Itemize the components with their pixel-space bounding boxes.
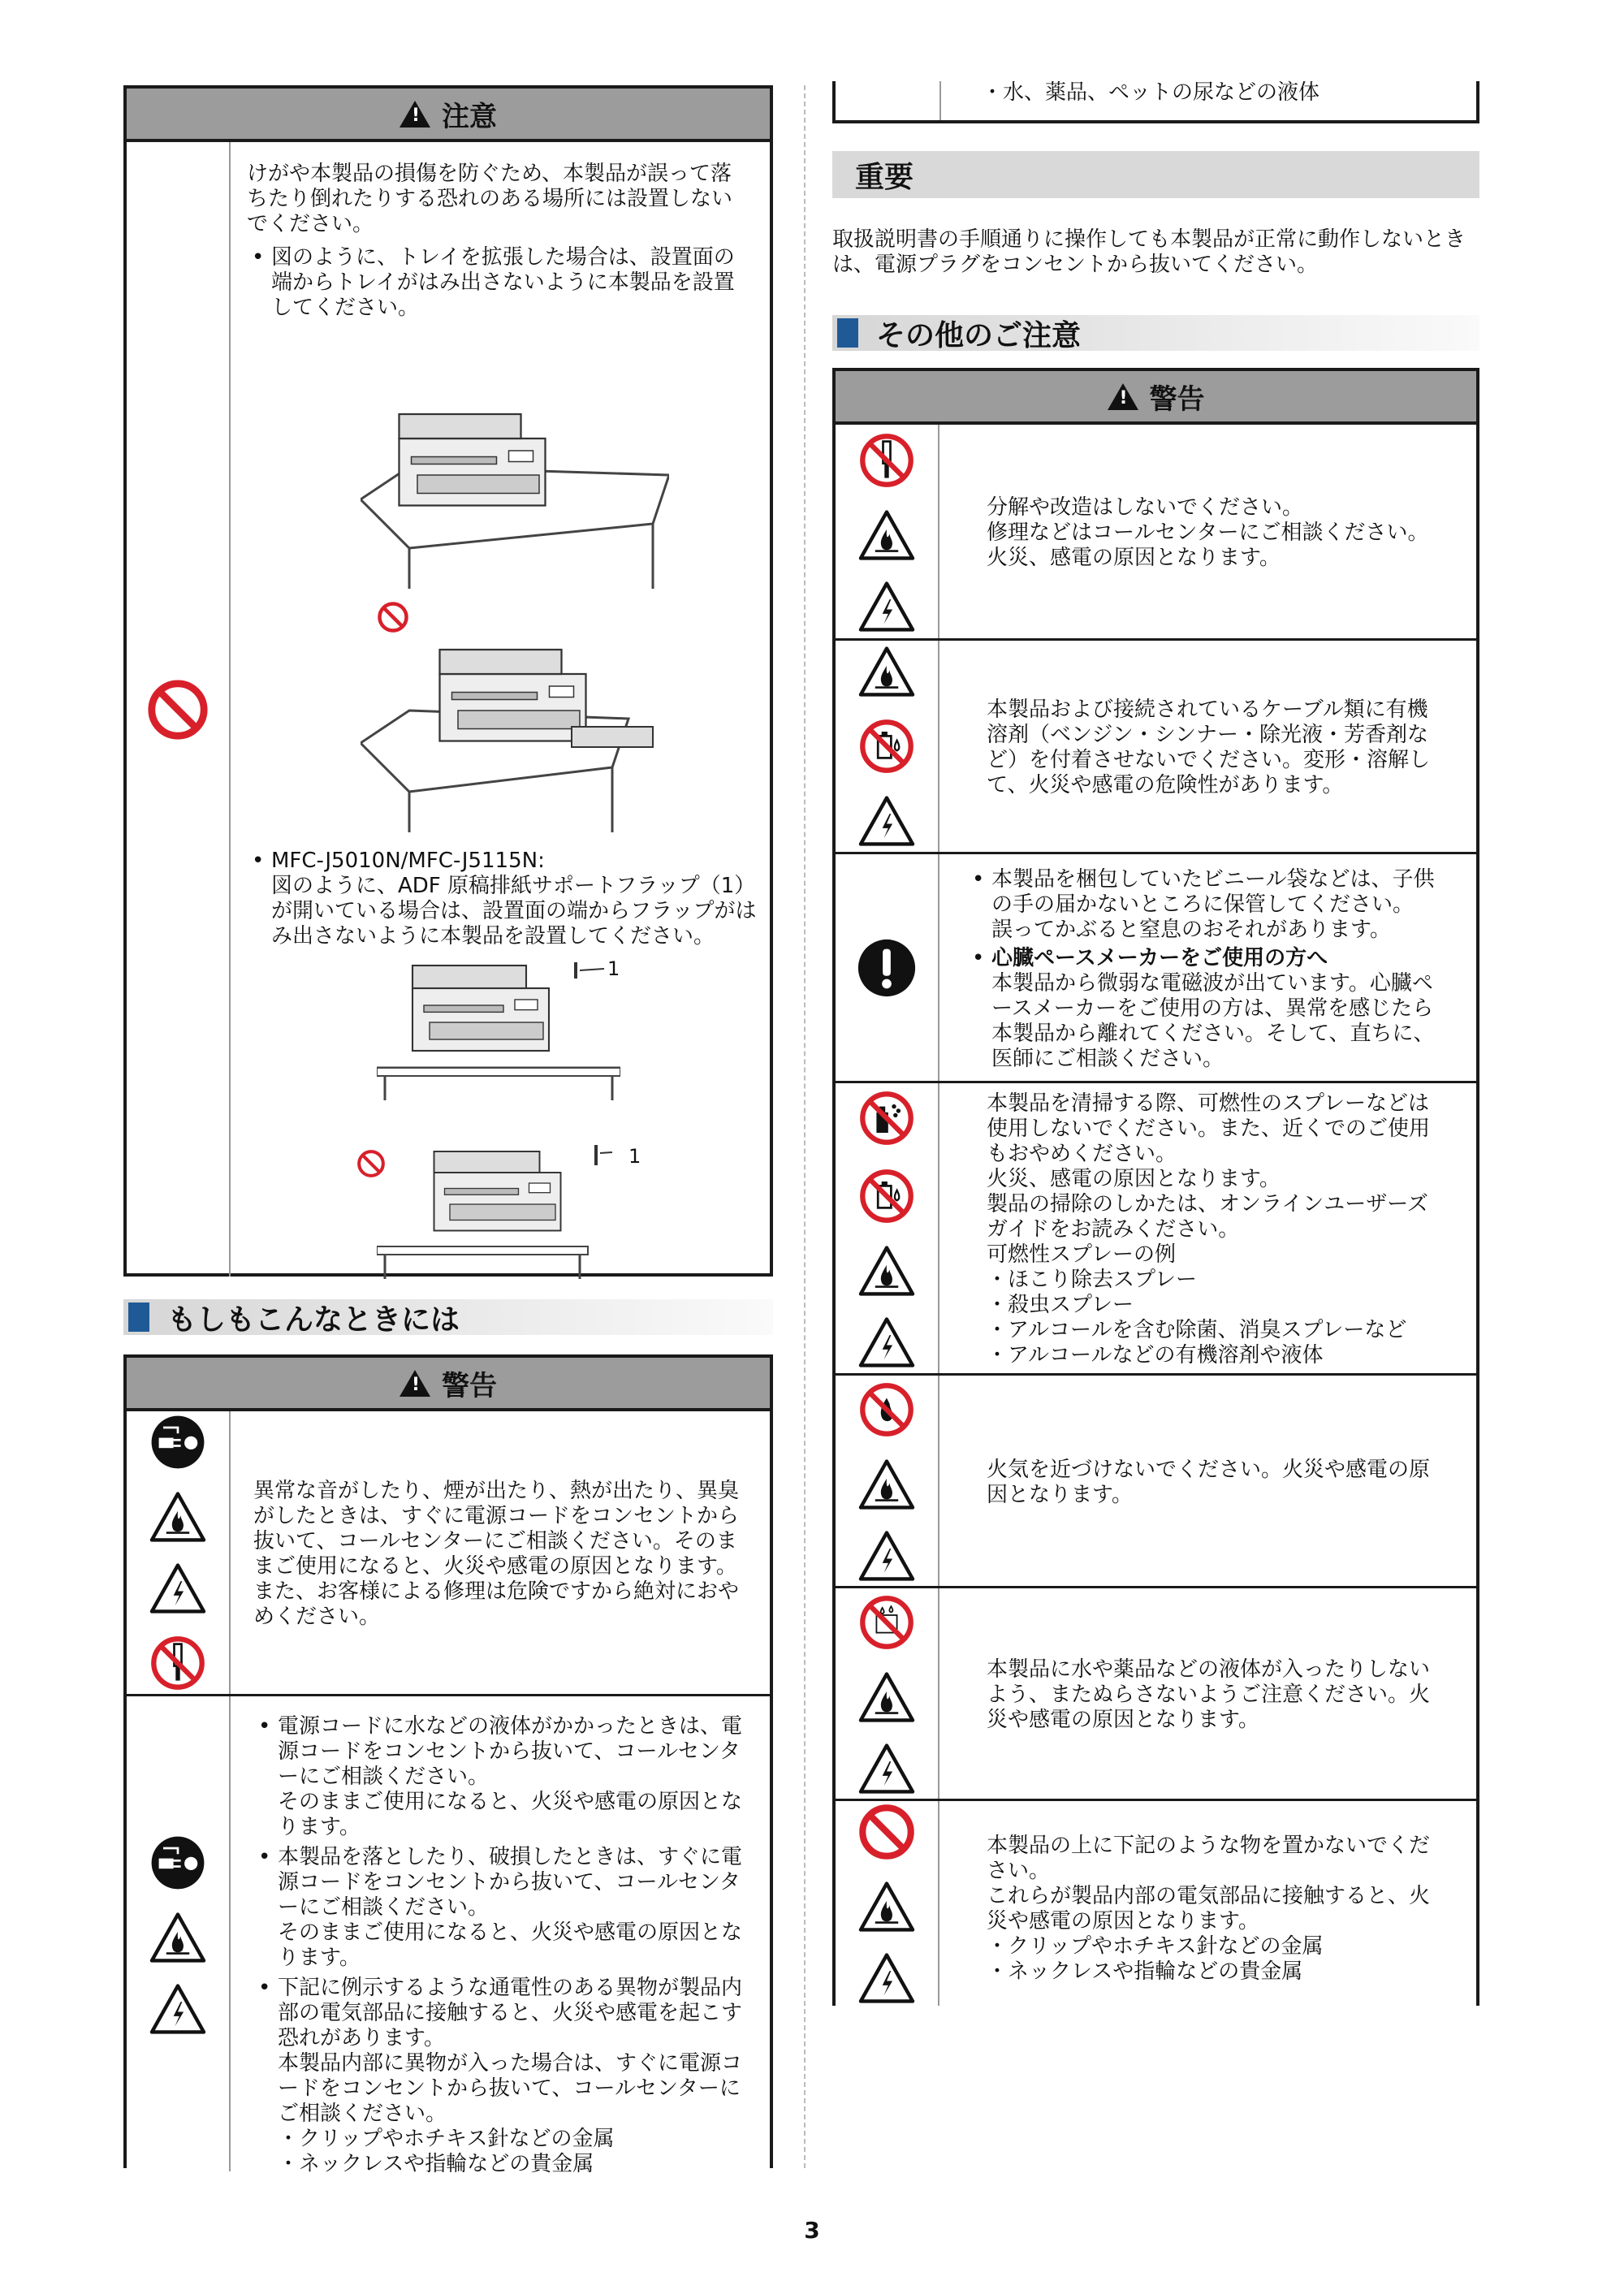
continued-text: ・水、薬品、ペットの尿などの液体 <box>982 80 1320 105</box>
list-item: ・ほこり除去スプレー <box>987 1268 1197 1292</box>
printer-adf-ok-illustration <box>377 954 620 1100</box>
icon-column <box>836 1376 939 1586</box>
list-item: ・ネックレスや指輪などの貴金属 <box>987 1959 1303 1984</box>
prohibition-icon <box>857 1803 916 1861</box>
unplug-icon <box>149 1834 207 1892</box>
list-item: ・ネックレスや指輪などの貴金属 <box>278 2152 594 2176</box>
warning-header-left <box>127 1358 770 1411</box>
no-solvent-icon <box>857 1167 916 1225</box>
warning-bullet: • 下記に例示するような通電性のある異物が製品内部の電気部品に接触すると、火災や感電を起こす恐れがあります。 本製品内部に異物が入った場合は、すぐに電源コードをコンセントから抜いて、コールセンターにご相談ください。 <box>253 1976 742 2127</box>
printer-ok-illustration <box>361 386 669 589</box>
important-heading <box>832 151 1479 198</box>
list-item: ・アルコールを含む除菌、消臭スプレーなど <box>987 1318 1407 1342</box>
page-number: 3 <box>804 2217 820 2244</box>
printer-adf-ng-illustration <box>377 1141 620 1279</box>
warning-row <box>127 1411 770 1694</box>
caution-bullet-adf <box>247 849 758 949</box>
warning-box-right <box>832 368 1479 2006</box>
warning-header-left-label: 警告 <box>442 1369 497 1402</box>
caution-icon-column <box>127 142 231 1277</box>
fire-hazard-icon <box>857 646 916 698</box>
list-item: ・殺虫スプレー <box>987 1293 1134 1317</box>
no-disassembly-icon <box>149 1634 207 1692</box>
no-disassembly-icon <box>857 431 916 490</box>
warning-header-right <box>836 371 1476 425</box>
no-wet-icon <box>857 1593 916 1652</box>
pacemaker-title: • 心臓ペースメーカーをご使用の方へ <box>991 945 1328 970</box>
warning-text: 本製品に水や薬品などの液体が入ったりしないよう、またぬらさないようご注意ください。火災や感電の原因となります。 <box>987 1657 1431 1732</box>
section-marker-icon <box>128 1303 149 1332</box>
list-item: ・アルコールなどの有機溶剤や液体 <box>987 1343 1324 1367</box>
callout-label-2: 1 <box>628 1145 641 1168</box>
caution-bullet-tray: • 図のように、トレイを拡張した場合は、設置面の端からトレイがはみ出さないように本製品を設置してください。 <box>247 245 745 321</box>
electric-shock-icon <box>857 1952 916 2004</box>
warning-text: 本製品および接続されているケーブル類に有機溶剤（ベンジン・シンナー・除光液・芳香剤など）を付着させないでください。変形・溶解して、火災や感電の危険性があります。 <box>987 698 1431 797</box>
section-title-other-label: その他のご注意 <box>876 318 1082 352</box>
warning-row <box>836 425 1476 638</box>
prohibition-icon <box>146 678 209 741</box>
warning-text-block <box>939 854 1476 1081</box>
warning-bullet: • 本製品を梱包していたビニール袋などは、子供の手の届かないところに保管してください。 誤ってかぶると窒息のおそれがあります。 <box>967 867 1449 943</box>
column-divider <box>804 85 806 2168</box>
icon-column <box>836 1588 939 1799</box>
fire-hazard-icon <box>149 1912 207 1964</box>
continued-box <box>832 81 1479 123</box>
warning-row <box>836 638 1476 852</box>
warning-text: 火気を近づけないでください。火災や感電の原因となります。 <box>987 1457 1431 1507</box>
electric-shock-icon <box>149 1562 207 1614</box>
warning-text: 異常な音がしたり、煙が出たり、熱が出たり、異臭がしたときは、すぐに電源コードをコンセントから抜いて、コールセンターにご相談ください。そのままご使用になると、火災や感電の原因となります。 また、お客様による修理は危険ですから絶対におやめください。 <box>253 1479 740 1629</box>
icon-column <box>836 425 939 638</box>
section-marker-icon <box>837 318 858 348</box>
electric-shock-icon <box>857 1316 916 1368</box>
warning-row <box>836 1081 1476 1373</box>
electric-shock-icon <box>857 1743 916 1795</box>
warning-header-right-label: 警告 <box>1149 382 1205 416</box>
warning-bullet: • 電源コードに水などの液体がかかったときは、電源コードをコンセントから抜いて、コールセンターにご相談ください。 そのままご使用になると、火災や感電の原因となります。 <box>253 1714 742 1840</box>
mandatory-action-icon <box>855 936 918 1000</box>
fire-hazard-icon <box>149 1491 207 1543</box>
warning-row <box>836 1799 1476 2006</box>
warning-triangle-icon <box>400 1370 430 1397</box>
unplug-icon <box>149 1413 207 1471</box>
warning-bullet <box>967 946 1449 1072</box>
adf-models: • MFC-J5010N/MFC-J5115N: <box>271 849 545 873</box>
warning-triangle-icon <box>400 101 430 127</box>
fire-hazard-icon <box>857 1458 916 1510</box>
warning-row <box>836 1586 1476 1799</box>
no-open-flame-icon <box>857 1380 916 1439</box>
electric-shock-icon <box>857 1530 916 1582</box>
callout-label-1: 1 <box>607 957 620 980</box>
adf-text: 図のように、ADF 原稿排紙サポートフラップ（1）が開いている場合は、設置面の端からフラップがはみ出さないように本製品を設置してください。 <box>271 874 757 948</box>
electric-shock-icon <box>857 795 916 847</box>
warning-text-block <box>939 1801 1476 2006</box>
electric-shock-icon <box>857 581 916 633</box>
warning-text-block <box>231 1696 770 2176</box>
section-title-other <box>832 315 1479 351</box>
warning-bullet: • 本製品を落としたり、破損したときは、すぐに電源コードをコンセントから抜いて、コールセンターにご相談ください。 そのままご使用になると、火災や感電の原因となります。 <box>253 1845 742 1971</box>
icon-column <box>836 1083 939 1373</box>
fire-hazard-icon <box>857 509 916 561</box>
section-title-emergency-label: もしもこんなときには <box>167 1303 460 1337</box>
warning-text-block <box>939 1083 1476 1373</box>
warning-text: 本製品を清掃する際、可燃性のスプレーなどは使用しないでください。また、近くでのご使用もおやめください。 火災、感電の原因となります。 製品の掃除のしかたは、オンラインユーザーズガイドをお読みください。 可燃性スプレーの例 <box>987 1091 1431 1267</box>
icon-column <box>836 1801 939 2006</box>
warning-row <box>127 1694 770 2176</box>
caution-header <box>127 89 770 142</box>
caution-header-label: 注意 <box>442 100 497 133</box>
icon-column <box>127 1411 231 1694</box>
warning-text: 本製品の上に下記のような物を置かないでください。 これらが製品内部の電気部品に接触すると、火災や感電の原因となります。 <box>987 1834 1431 1933</box>
warning-row <box>836 852 1476 1081</box>
list-item: ・クリップやホチキス針などの金属 <box>278 2127 615 2151</box>
warning-row <box>836 1373 1476 1586</box>
icon-column <box>127 1696 231 2171</box>
printer-ng-illustration <box>361 621 669 832</box>
warning-triangle-icon <box>1108 383 1138 410</box>
warning-text: 分解や改造はしないでください。 修理などはコールセンターにご相談ください。 火災、感電の原因となります。 <box>987 495 1429 570</box>
caution-box <box>123 85 773 1277</box>
icon-column <box>836 854 939 1081</box>
fire-hazard-icon <box>857 1245 916 1297</box>
pacemaker-text: 本製品から微弱な電磁波が出ています。心臓ペースメーカーをご使用の方は、異常を感じたら本製品から離れてください。そして、直ちに、医師にご相談ください。 <box>991 970 1435 1071</box>
list-item: ・クリップやホチキス針などの金属 <box>987 1934 1324 1959</box>
no-spray-icon <box>857 1089 916 1147</box>
caution-intro: けがや本製品の損傷を防ぐため、本製品が誤って落ちたり倒れたりする恐れのある場所には設置しないでください。 <box>247 162 733 236</box>
warning-box-left <box>123 1354 773 2176</box>
section-title-emergency <box>123 1299 773 1335</box>
important-heading-label: 重要 <box>855 160 914 194</box>
fire-hazard-icon <box>857 1671 916 1723</box>
electric-shock-icon <box>149 1983 207 2035</box>
no-solvent-icon <box>857 717 916 775</box>
caution-content <box>231 142 770 1277</box>
icon-column <box>836 641 939 852</box>
important-text: 取扱説明書の手順通りに操作しても本製品が正常に動作しないときは、電源プラグをコンセントから抜いてください。 <box>832 227 1466 277</box>
icon-column <box>836 81 941 120</box>
fire-hazard-icon <box>857 1881 916 1933</box>
